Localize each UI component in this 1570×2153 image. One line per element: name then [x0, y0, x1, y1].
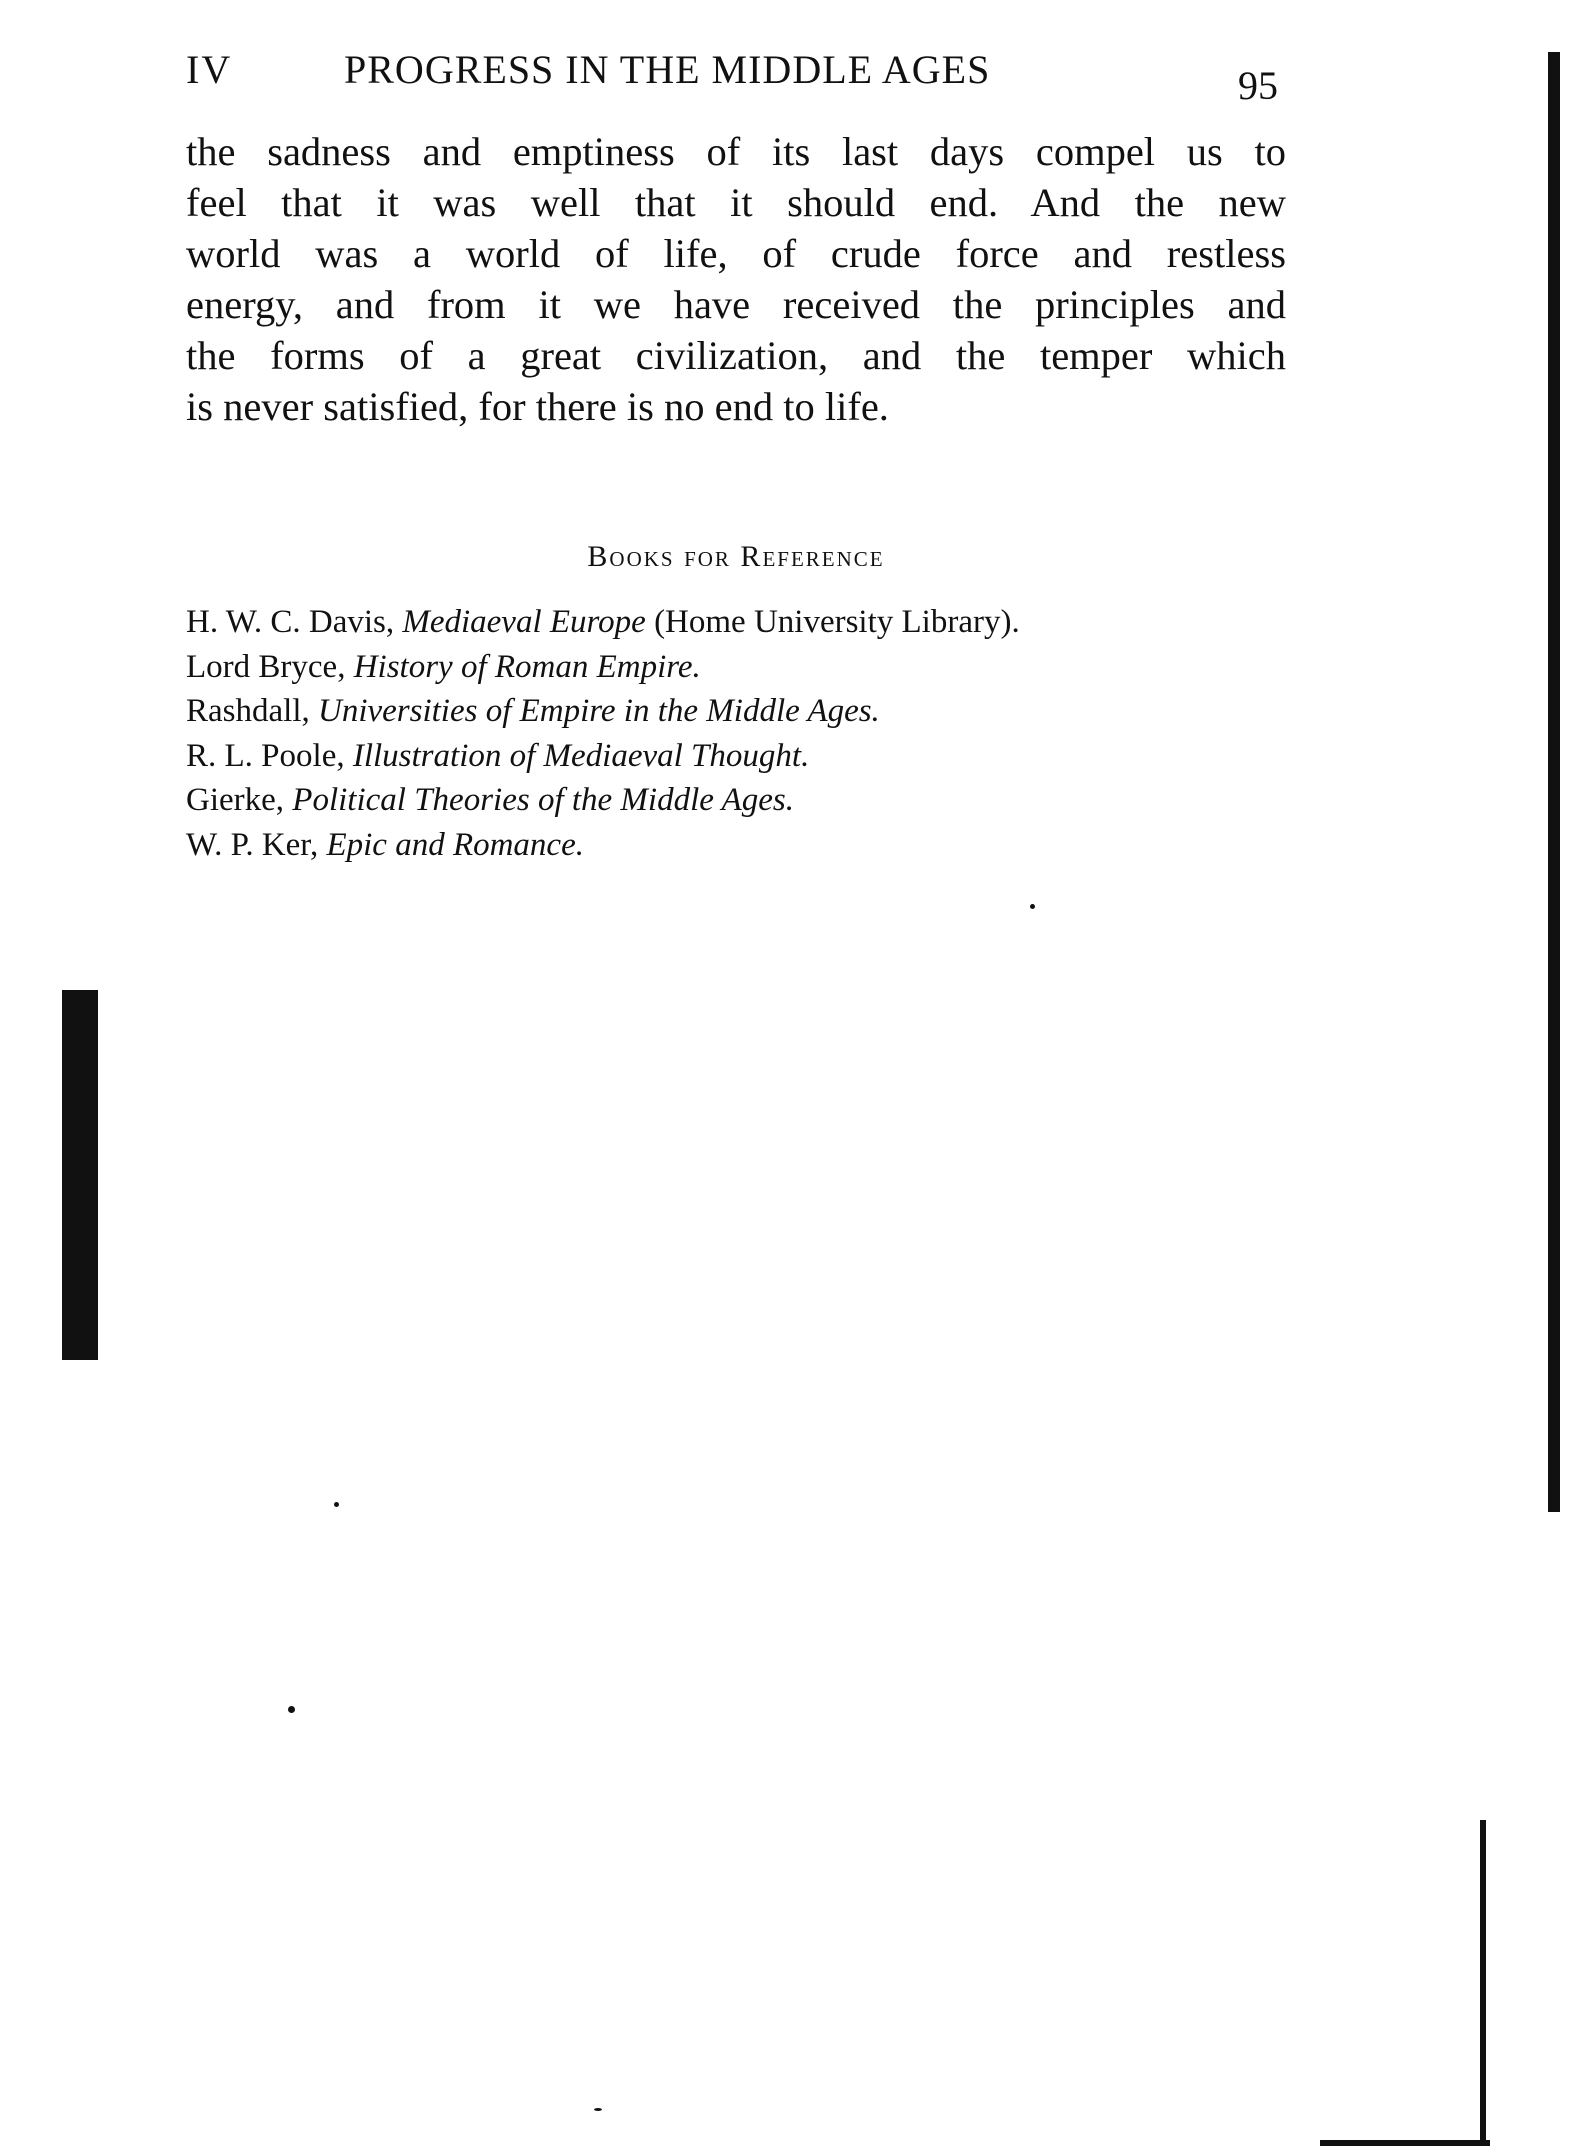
body-line: energy, and from it we have received the principles and [186, 282, 1286, 327]
chapter-number: IV [186, 47, 233, 92]
reference-item [186, 689, 1306, 734]
reference-author: Rashdall, [186, 693, 318, 729]
chapter-title: PROGRESS IN THE MIDDLE AGES [344, 47, 991, 92]
reference-author: Lord Bryce, [186, 648, 354, 685]
scan-speck [1030, 904, 1035, 909]
reference-item [186, 823, 1306, 868]
scan-speck [334, 1502, 339, 1507]
reference-item [186, 645, 1306, 690]
reference-title: Epic and Romance. [326, 826, 584, 863]
scan-edge-shadow [1548, 52, 1560, 1512]
body-line: feel that it was well that it should end. And the new [186, 180, 1286, 225]
references-list [186, 600, 1306, 867]
reference-title: Illustration of Mediaeval Thought. [352, 737, 810, 774]
scan-edge-shadow [1320, 2140, 1490, 2146]
body-line: world was a world of life, of crude force and restless [186, 231, 1286, 276]
body-line: the forms of a great civilization, and the temper which [186, 333, 1286, 378]
page-number: 95 [1238, 63, 1278, 108]
scan-edge-shadow [62, 990, 98, 1360]
scan-speck [594, 2108, 602, 2111]
reference-note: (Home University Library). [645, 604, 1020, 640]
reference-title: Mediaeval Europe [402, 604, 646, 640]
running-header [186, 46, 1286, 106]
references-heading: Books for Reference [587, 540, 885, 573]
scan-edge-shadow [1480, 1820, 1486, 2140]
body-line: the sadness and emptiness of its last days compel us to [186, 129, 1286, 174]
reference-author: R. L. Poole, [186, 737, 353, 774]
reference-item [186, 778, 1306, 823]
reference-author: Gierke, [186, 782, 293, 818]
scan-speck [288, 1706, 295, 1713]
reference-item [186, 734, 1306, 779]
reference-title: Universities of Empire in the Middle Ages. [317, 693, 880, 729]
reference-author: W. P. Ker, [186, 826, 327, 863]
reference-title: History of Roman Empire. [353, 648, 701, 685]
reference-item [186, 600, 1306, 645]
reference-title: Political Theories of the Middle Ages. [292, 782, 794, 818]
reference-author: H. W. C. Davis, [186, 604, 403, 640]
body-line: is never satisfied, for there is no end to life. [186, 384, 889, 429]
body-paragraph [186, 126, 1286, 432]
